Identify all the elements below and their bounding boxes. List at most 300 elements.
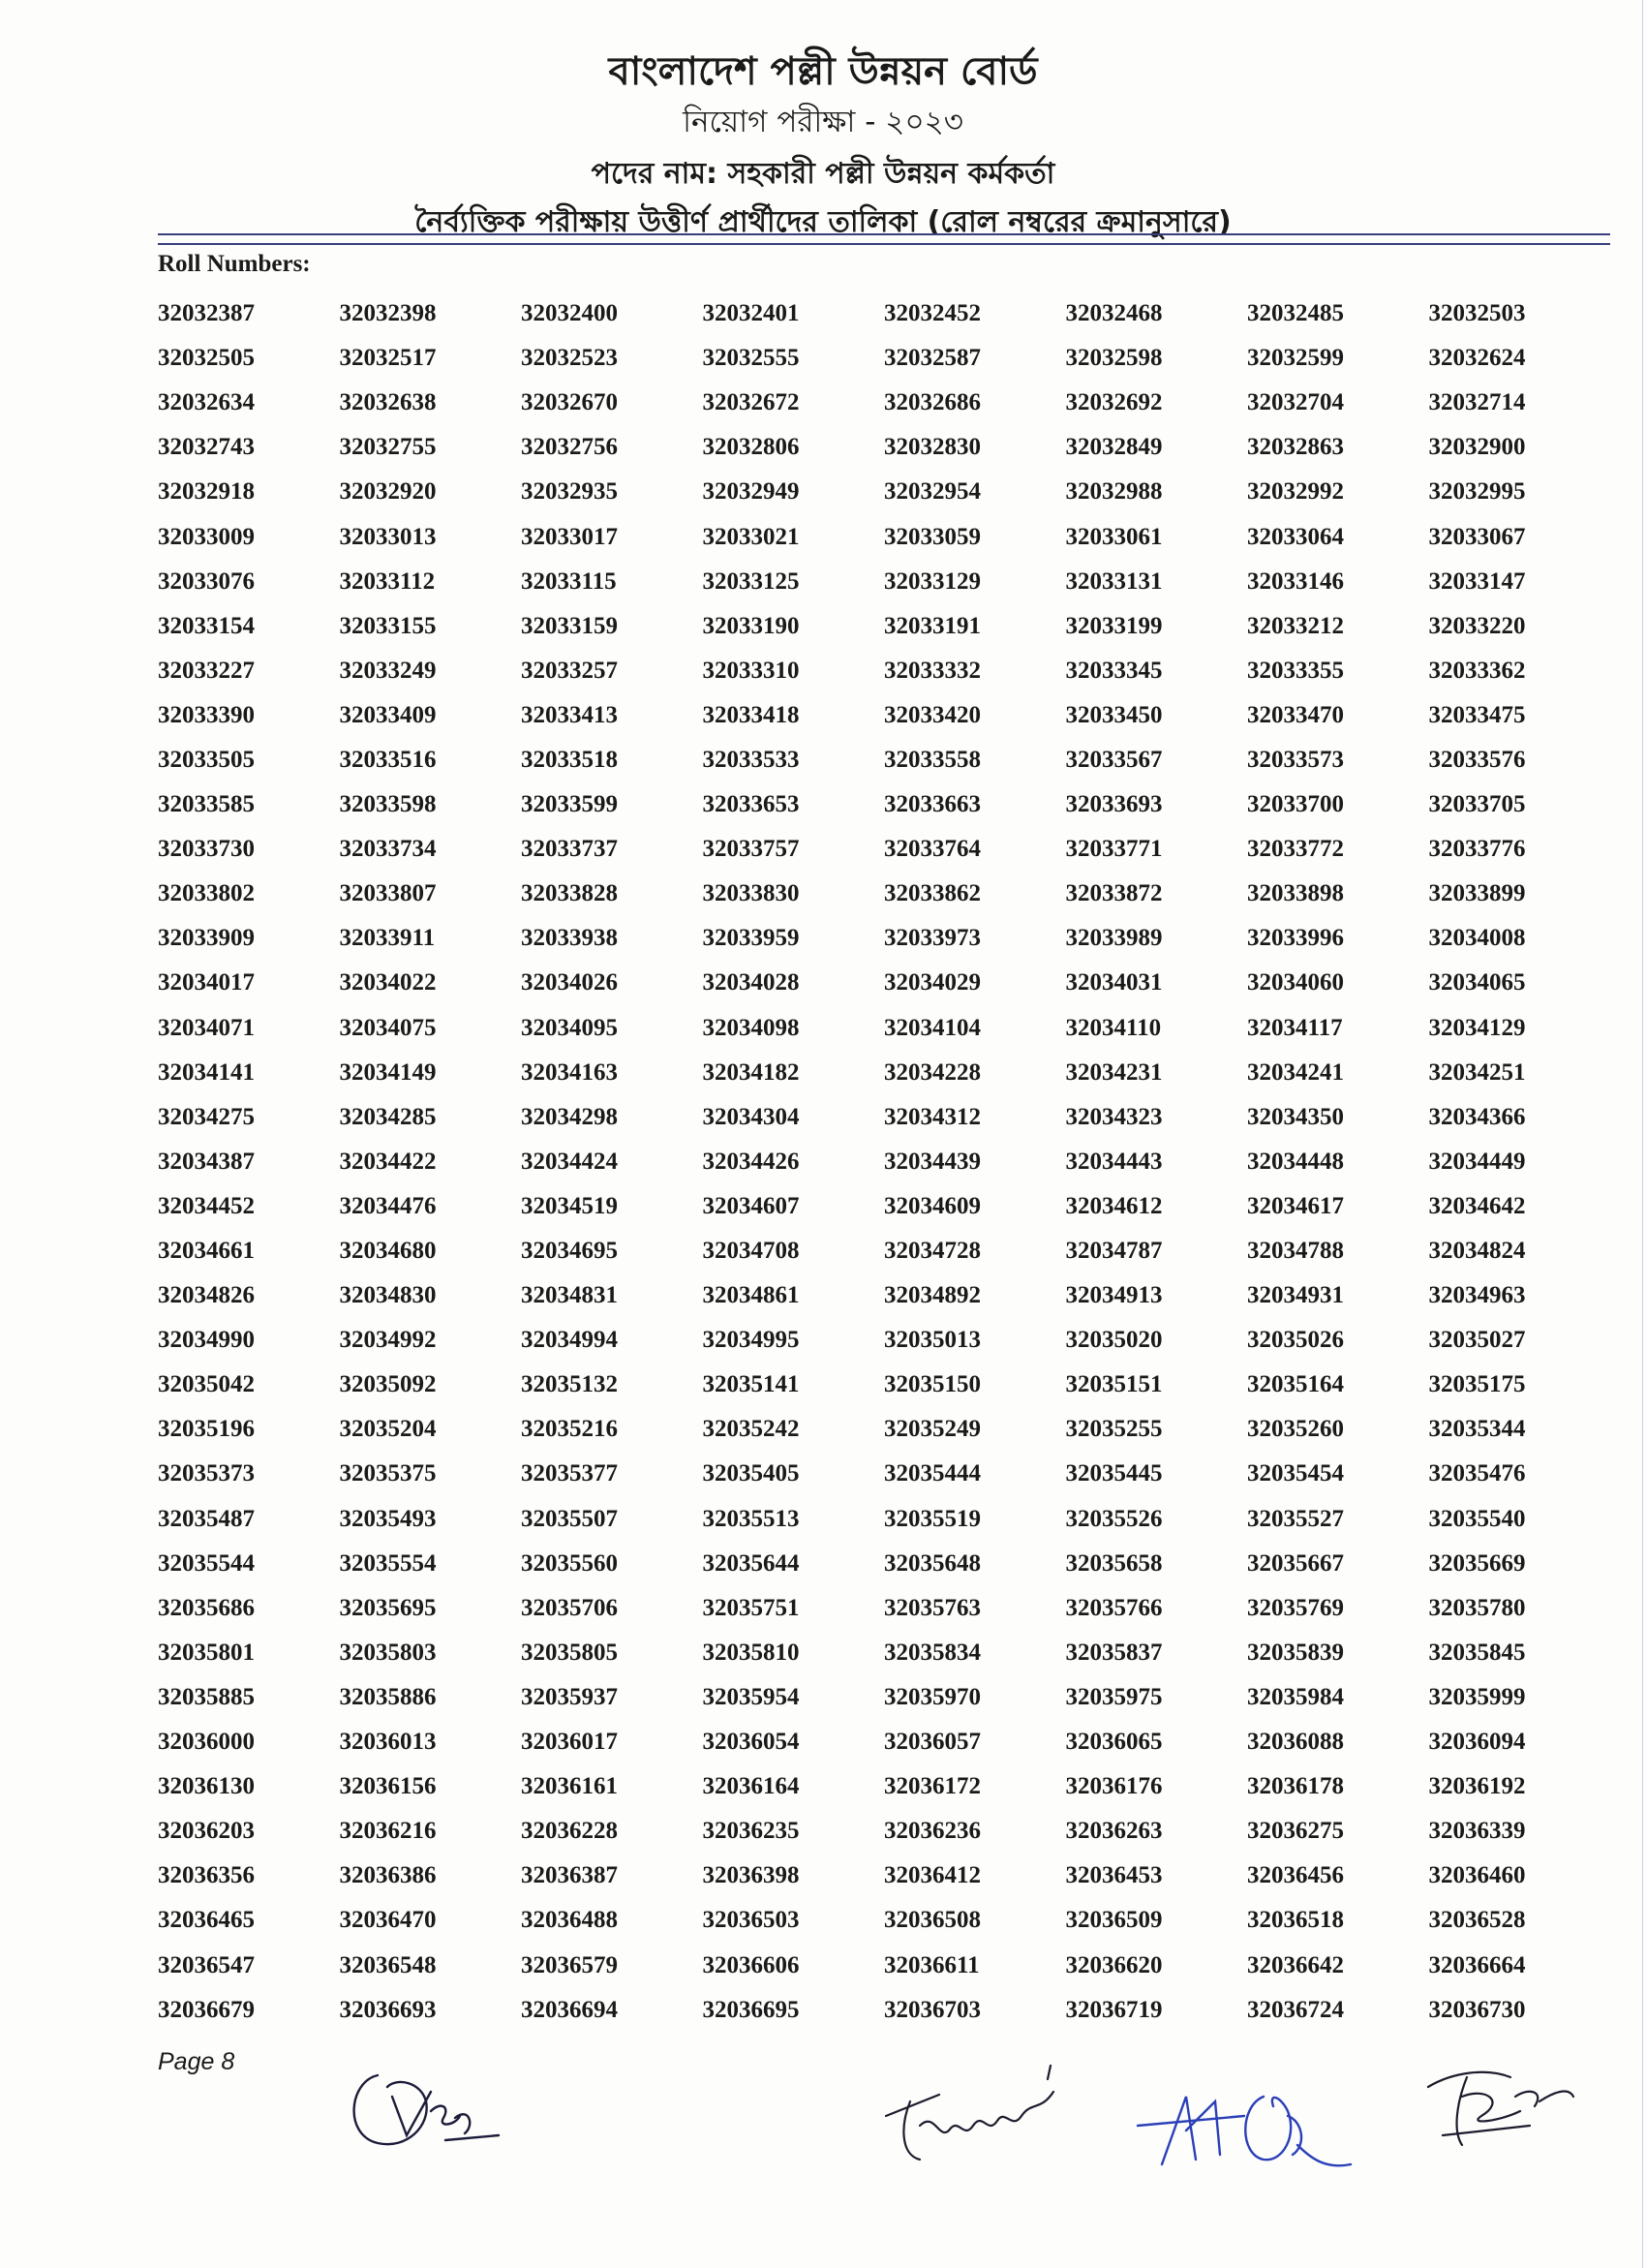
roll-number-cell: 32032849 xyxy=(1065,434,1163,461)
roll-number-cell: 32034992 xyxy=(339,1327,437,1354)
roll-number-cell: 32035487 xyxy=(158,1505,255,1532)
roll-number-cell: 32032995 xyxy=(1428,478,1526,506)
roll-number-cell: 32034117 xyxy=(1247,1014,1343,1041)
roll-number-cell: 32034323 xyxy=(1065,1103,1163,1130)
roll-number-cell: 32036172 xyxy=(884,1773,981,1800)
roll-number-cell: 32034387 xyxy=(158,1148,255,1175)
roll-number-cell: 32032598 xyxy=(1065,345,1163,372)
roll-number-cell: 32035970 xyxy=(884,1683,981,1710)
roll-number-cell: 32034452 xyxy=(158,1192,255,1219)
table-row xyxy=(158,514,1610,559)
roll-number-cell: 32036470 xyxy=(339,1907,437,1934)
roll-number-cell: 32035216 xyxy=(521,1416,618,1443)
roll-number-cell: 32034728 xyxy=(884,1238,981,1265)
roll-number-cell: 32032806 xyxy=(702,434,800,461)
roll-number-cell: 32035845 xyxy=(1428,1639,1526,1666)
roll-number-cell: 32035751 xyxy=(702,1594,800,1621)
roll-number-cell: 32032485 xyxy=(1247,300,1344,327)
roll-number-cell: 32033159 xyxy=(521,612,618,639)
roll-number-cell: 32033938 xyxy=(521,925,618,952)
table-row xyxy=(158,291,1610,336)
table-row xyxy=(158,1675,1610,1720)
roll-number-cell: 32035644 xyxy=(702,1549,800,1577)
roll-number-cell: 32035377 xyxy=(521,1460,618,1487)
roll-number-cell: 32035686 xyxy=(158,1594,255,1621)
roll-number-cell: 32035445 xyxy=(1065,1460,1163,1487)
roll-number-cell: 32036547 xyxy=(158,1951,255,1978)
roll-number-cell: 32036724 xyxy=(1247,1996,1344,2023)
roll-number-cell: 32033996 xyxy=(1247,925,1344,952)
roll-number-cell: 32035695 xyxy=(339,1594,437,1621)
roll-number-cell: 32036017 xyxy=(521,1729,618,1756)
table-row xyxy=(158,961,1610,1005)
table-row xyxy=(158,1988,1610,2033)
roll-number-cell: 32034026 xyxy=(521,969,618,996)
roll-number-cell: 32036465 xyxy=(158,1907,255,1934)
roll-number-cell: 32032587 xyxy=(884,345,981,372)
roll-number-cell: 32032935 xyxy=(521,478,618,506)
table-row xyxy=(158,1497,1610,1542)
roll-number-cell: 32034182 xyxy=(702,1058,800,1086)
table-row xyxy=(158,1140,1610,1184)
roll-number-cell: 32033693 xyxy=(1065,791,1163,818)
table-row xyxy=(158,1809,1610,1854)
roll-number-cell: 32033390 xyxy=(158,701,255,728)
roll-number-cell: 32035260 xyxy=(1247,1416,1344,1443)
roll-number-cell: 32033310 xyxy=(702,657,800,684)
roll-number-cell: 32034022 xyxy=(339,969,437,996)
table-row xyxy=(158,1229,1610,1273)
roll-number-cell: 32033807 xyxy=(339,880,437,907)
roll-number-cell: 32033599 xyxy=(521,791,618,818)
roll-number-cell: 32036548 xyxy=(339,1951,437,1978)
table-row xyxy=(158,649,1610,693)
roll-number-cell: 32032686 xyxy=(884,389,981,416)
roll-number-cell: 32036235 xyxy=(702,1818,800,1845)
roll-number-cell: 32032920 xyxy=(339,478,437,506)
roll-number-cell: 32035954 xyxy=(702,1683,800,1710)
list-title: নৈর্ব্যক্তিক পরীক্ষায় উত্তীর্ণ প্রার্থীদের তালিকা (রোল নম্বরের ক্রমানুসারে) xyxy=(414,205,1232,239)
table-row xyxy=(158,827,1610,872)
roll-number-cell: 32036000 xyxy=(158,1729,255,1756)
roll-number-cell: 32032918 xyxy=(158,478,255,506)
roll-number-cell: 32036088 xyxy=(1247,1729,1344,1756)
roll-number-cell: 32034298 xyxy=(521,1103,618,1130)
roll-number-cell: 32036703 xyxy=(884,1996,981,2023)
roll-number-cell: 32033115 xyxy=(521,567,617,595)
roll-number-cell: 32033959 xyxy=(702,925,800,952)
roll-number-cell: 32035020 xyxy=(1065,1327,1163,1354)
roll-number-cell: 32033257 xyxy=(521,657,618,684)
roll-number-cell: 32036156 xyxy=(339,1773,437,1800)
roll-number-cell: 32035805 xyxy=(521,1639,618,1666)
table-row xyxy=(158,336,1610,381)
roll-number-cell: 32034228 xyxy=(884,1058,981,1086)
table-row xyxy=(158,1006,1610,1051)
roll-number-cell: 32033129 xyxy=(884,567,981,595)
roll-number-cell: 32033191 xyxy=(884,612,981,639)
roll-number-cell: 32034095 xyxy=(521,1014,618,1041)
roll-number-cell: 32032992 xyxy=(1247,478,1344,506)
table-row xyxy=(158,425,1610,470)
roll-number-cell: 32035042 xyxy=(158,1371,255,1398)
roll-number-cell: 32033355 xyxy=(1247,657,1344,684)
roll-number-cell: 32034788 xyxy=(1247,1238,1344,1265)
roll-number-cell: 32035519 xyxy=(884,1505,981,1532)
roll-number-cell: 32033653 xyxy=(702,791,800,818)
roll-number-cell: 32035560 xyxy=(521,1549,618,1577)
roll-number-cell: 32033872 xyxy=(1065,880,1163,907)
roll-number-cell: 32035885 xyxy=(158,1683,255,1710)
roll-number-cell: 32036387 xyxy=(521,1862,618,1889)
roll-number-cell: 32036460 xyxy=(1428,1862,1526,1889)
roll-number-cell: 32036453 xyxy=(1065,1862,1163,1889)
roll-number-cell: 32034422 xyxy=(339,1148,437,1175)
roll-number-cell: 32033131 xyxy=(1065,567,1163,595)
roll-number-cell: 32033598 xyxy=(339,791,437,818)
roll-number-cell: 32034075 xyxy=(339,1014,437,1041)
table-row xyxy=(158,1184,1610,1229)
roll-number-cell: 32033705 xyxy=(1428,791,1526,818)
roll-number-cell: 32033220 xyxy=(1428,612,1526,639)
roll-number-cell: 32033345 xyxy=(1065,657,1163,684)
roll-number-cell: 32034304 xyxy=(702,1103,800,1130)
roll-number-cell: 32033125 xyxy=(702,567,800,595)
roll-number-cell: 32034519 xyxy=(521,1192,618,1219)
roll-number-cell: 32036356 xyxy=(158,1862,255,1889)
roll-number-cell: 32036398 xyxy=(702,1862,800,1889)
roll-number-cell: 32034129 xyxy=(1428,1014,1526,1041)
roll-number-cell: 32036176 xyxy=(1065,1773,1163,1800)
roll-number-cell: 32036013 xyxy=(339,1729,437,1756)
roll-number-cell: 32033576 xyxy=(1428,746,1526,773)
table-row xyxy=(158,738,1610,782)
roll-number-cell: 32033212 xyxy=(1247,612,1344,639)
roll-number-cell: 32035769 xyxy=(1247,1594,1344,1621)
signature-4-icon xyxy=(1414,2058,1578,2155)
roll-number-cell: 32033420 xyxy=(884,701,981,728)
roll-number-cell: 32034110 xyxy=(1065,1014,1162,1041)
roll-number-cell: 32032863 xyxy=(1247,434,1344,461)
roll-number-cell: 32035834 xyxy=(884,1639,981,1666)
roll-number-cell: 32033663 xyxy=(884,791,981,818)
roll-number-cell: 32035839 xyxy=(1247,1639,1344,1666)
roll-number-cell: 32033567 xyxy=(1065,746,1163,773)
roll-numbers-label: Roll Numbers: xyxy=(158,251,311,277)
roll-number-cell: 32032387 xyxy=(158,300,255,327)
roll-number-cell: 32035013 xyxy=(884,1327,981,1354)
roll-number-cell: 32033155 xyxy=(339,612,437,639)
roll-number-cell: 32033505 xyxy=(158,746,255,773)
roll-number-cell: 32034913 xyxy=(1065,1282,1163,1309)
roll-number-cell: 32034071 xyxy=(158,1014,255,1041)
roll-number-cell: 32034017 xyxy=(158,969,255,996)
table-row xyxy=(158,1542,1610,1586)
roll-number-cell: 32035493 xyxy=(339,1505,437,1532)
roll-number-cell: 32033573 xyxy=(1247,746,1344,773)
roll-number-cell: 32032743 xyxy=(158,434,255,461)
roll-number-cell: 32034285 xyxy=(339,1103,437,1130)
table-row xyxy=(158,470,1610,514)
table-row xyxy=(158,1095,1610,1140)
roll-number-cell: 32036620 xyxy=(1065,1951,1163,1978)
roll-number-cell: 32036192 xyxy=(1428,1773,1526,1800)
roll-number-cell: 32032692 xyxy=(1065,389,1163,416)
table-row xyxy=(158,693,1610,738)
exam-title: নিয়োগ পরীক্ষা - ২০২৩ xyxy=(683,105,963,139)
roll-number-cell: 32033154 xyxy=(158,612,255,639)
signature-1-icon xyxy=(339,2058,513,2164)
roll-number-cell: 32033533 xyxy=(702,746,800,773)
table-row xyxy=(158,604,1610,649)
roll-number-cell: 32036057 xyxy=(884,1729,981,1756)
roll-number-cell: 32036161 xyxy=(521,1773,618,1800)
roll-number-cell: 32034312 xyxy=(884,1103,981,1130)
roll-number-cell: 32033470 xyxy=(1247,701,1344,728)
roll-number-cell: 32035984 xyxy=(1247,1683,1344,1710)
roll-number-cell: 32034426 xyxy=(702,1148,800,1175)
roll-number-cell: 32035476 xyxy=(1428,1460,1526,1487)
roll-number-cell: 32034008 xyxy=(1428,925,1526,952)
roll-number-cell: 32033413 xyxy=(521,701,618,728)
roll-number-cell: 32035780 xyxy=(1428,1594,1526,1621)
post-name: পদের নাম: সহকারী পল্লী উন্নয়ন কর্মকর্তা xyxy=(591,157,1055,191)
roll-number-cell: 32033730 xyxy=(158,836,255,863)
roll-number-cell: 32036228 xyxy=(521,1818,618,1845)
roll-number-cell: 32036054 xyxy=(702,1729,800,1756)
roll-number-cell: 32034826 xyxy=(158,1282,255,1309)
roll-number-cell: 32035204 xyxy=(339,1416,437,1443)
roll-number-cell: 32035513 xyxy=(702,1505,800,1532)
roll-number-cell: 32034031 xyxy=(1065,969,1163,996)
roll-number-cell: 32033418 xyxy=(702,701,800,728)
roll-number-cell: 32033828 xyxy=(521,880,618,907)
page-number: Page 8 xyxy=(158,2048,235,2075)
roll-number-cell: 32034443 xyxy=(1065,1148,1163,1175)
roll-number-cell: 32035151 xyxy=(1065,1371,1163,1398)
roll-number-cell: 32033734 xyxy=(339,836,437,863)
roll-number-cell: 32035763 xyxy=(884,1594,981,1621)
roll-number-cell: 32032400 xyxy=(521,300,618,327)
roll-number-cell: 32036456 xyxy=(1247,1862,1344,1889)
roll-number-cell: 32034931 xyxy=(1247,1282,1344,1309)
roll-number-cell: 32036216 xyxy=(339,1818,437,1845)
table-row xyxy=(158,381,1610,425)
roll-number-cell: 32033059 xyxy=(884,523,981,550)
roll-number-cell: 32033764 xyxy=(884,836,981,863)
roll-number-cell: 32035648 xyxy=(884,1549,981,1577)
roll-number-cell: 32032638 xyxy=(339,389,437,416)
roll-number-cell: 32033146 xyxy=(1247,567,1344,595)
roll-number-cell: 32035164 xyxy=(1247,1371,1344,1398)
roll-number-cell: 32034424 xyxy=(521,1148,618,1175)
roll-number-cell: 32034366 xyxy=(1428,1103,1526,1130)
roll-number-cell: 32033227 xyxy=(158,657,255,684)
roll-number-cell: 32035886 xyxy=(339,1683,437,1710)
table-row xyxy=(158,1764,1610,1809)
roll-number-cell: 32034060 xyxy=(1247,969,1344,996)
signature-2-icon xyxy=(881,2058,1065,2174)
roll-number-cell: 32032988 xyxy=(1065,478,1163,506)
roll-number-cell: 32033737 xyxy=(521,836,618,863)
table-row xyxy=(158,782,1610,827)
roll-number-cell: 32035667 xyxy=(1247,1549,1344,1577)
roll-number-cell: 32034680 xyxy=(339,1238,437,1265)
roll-number-cell: 32034831 xyxy=(521,1282,618,1309)
roll-number-cell: 32033700 xyxy=(1247,791,1344,818)
roll-number-cell: 32035669 xyxy=(1428,1549,1526,1577)
roll-number-cell: 32034098 xyxy=(702,1014,800,1041)
page-header xyxy=(0,39,1646,244)
roll-number-cell: 32035544 xyxy=(158,1549,255,1577)
roll-number-cell: 32035444 xyxy=(884,1460,981,1487)
roll-number-cell: 32032599 xyxy=(1247,345,1344,372)
roll-number-cell: 32033518 xyxy=(521,746,618,773)
roll-number-cell: 32034617 xyxy=(1247,1192,1344,1219)
table-row xyxy=(158,1586,1610,1631)
roll-number-cell: 32033830 xyxy=(702,880,800,907)
roll-number-cell: 32033776 xyxy=(1428,836,1526,863)
roll-number-cell: 32036412 xyxy=(884,1862,981,1889)
roll-number-cell: 32036236 xyxy=(884,1818,981,1845)
roll-number-cell: 32036203 xyxy=(158,1818,255,1845)
roll-number-cell: 32035658 xyxy=(1065,1549,1163,1577)
roll-number-cell: 32034612 xyxy=(1065,1192,1163,1219)
roll-number-cell: 32032714 xyxy=(1428,389,1526,416)
roll-number-cell: 32033199 xyxy=(1065,612,1163,639)
roll-number-cell: 32034642 xyxy=(1428,1192,1526,1219)
roll-number-cell: 32033067 xyxy=(1428,523,1526,550)
roll-number-cell: 32033771 xyxy=(1065,836,1163,863)
roll-number-cell: 32032755 xyxy=(339,434,437,461)
roll-number-cell: 32033021 xyxy=(702,523,800,550)
roll-number-cell: 32035027 xyxy=(1428,1327,1526,1354)
roll-number-cell: 32033585 xyxy=(158,791,255,818)
roll-number-cell: 32035766 xyxy=(1065,1594,1163,1621)
table-row xyxy=(158,1452,1610,1496)
table-row xyxy=(158,1318,1610,1363)
roll-number-cell: 32035344 xyxy=(1428,1416,1526,1443)
roll-number-cell: 32033898 xyxy=(1247,880,1344,907)
roll-number-cell: 32033757 xyxy=(702,836,800,863)
roll-number-cell: 32035375 xyxy=(339,1460,437,1487)
signature-3-icon xyxy=(1128,2077,1380,2184)
roll-number-cell: 32033802 xyxy=(158,880,255,907)
roll-number-cell: 32032624 xyxy=(1428,345,1526,372)
roll-number-cell: 32034449 xyxy=(1428,1148,1526,1175)
roll-number-cell: 32036693 xyxy=(339,1996,437,2023)
roll-number-cell: 32033190 xyxy=(702,612,800,639)
roll-number-cell: 32034241 xyxy=(1247,1058,1344,1086)
roll-number-cell: 32032555 xyxy=(702,345,800,372)
roll-number-cell: 32032503 xyxy=(1428,300,1526,327)
roll-number-cell: 32035837 xyxy=(1065,1639,1163,1666)
roll-number-cell: 32034892 xyxy=(884,1282,981,1309)
roll-number-cell: 32034231 xyxy=(1065,1058,1163,1086)
roll-number-cell: 32036695 xyxy=(702,1996,800,2023)
roll-number-cell: 32036488 xyxy=(521,1907,618,1934)
roll-number-cell: 32033973 xyxy=(884,925,981,952)
table-row xyxy=(158,1854,1610,1898)
roll-number-cell: 32036508 xyxy=(884,1907,981,1934)
roll-number-cell: 32033450 xyxy=(1065,701,1163,728)
roll-number-cell: 32035405 xyxy=(702,1460,800,1487)
roll-number-cell: 32035527 xyxy=(1247,1505,1344,1532)
table-row xyxy=(158,1631,1610,1675)
roll-number-cell: 32036509 xyxy=(1065,1907,1163,1934)
table-row xyxy=(158,872,1610,916)
header-divider-top xyxy=(158,233,1610,235)
roll-number-cell: 32036065 xyxy=(1065,1729,1163,1756)
roll-number-cell: 32034065 xyxy=(1428,969,1526,996)
roll-number-cell: 32033911 xyxy=(339,925,436,952)
roll-number-cell: 32034963 xyxy=(1428,1282,1526,1309)
roll-number-cell: 32036719 xyxy=(1065,1996,1163,2023)
roll-number-cell: 32033475 xyxy=(1428,701,1526,728)
roll-number-cell: 32034695 xyxy=(521,1238,618,1265)
roll-number-cell: 32033112 xyxy=(339,567,436,595)
roll-number-cell: 32035810 xyxy=(702,1639,800,1666)
roll-number-cell: 32035175 xyxy=(1428,1371,1526,1398)
roll-number-cell: 32033064 xyxy=(1247,523,1344,550)
header-divider-bottom xyxy=(158,243,1610,245)
roll-number-cell: 32034661 xyxy=(158,1238,255,1265)
roll-number-cell: 32035141 xyxy=(702,1371,800,1398)
roll-number-cell: 32034824 xyxy=(1428,1238,1526,1265)
roll-number-cell: 32035507 xyxy=(521,1505,618,1532)
roll-number-cell: 32035150 xyxy=(884,1371,981,1398)
roll-number-cell: 32036130 xyxy=(158,1773,255,1800)
roll-number-cell: 32035242 xyxy=(702,1416,800,1443)
roll-number-cell: 32032401 xyxy=(702,300,800,327)
roll-number-cell: 32035801 xyxy=(158,1639,255,1666)
roll-number-cell: 32033362 xyxy=(1428,657,1526,684)
roll-number-cell: 32035373 xyxy=(158,1460,255,1487)
roll-number-cell: 32034149 xyxy=(339,1058,437,1086)
roll-number-cell: 32034990 xyxy=(158,1327,255,1354)
roll-number-cell: 32033332 xyxy=(884,657,981,684)
roll-number-cell: 32033558 xyxy=(884,746,981,773)
roll-number-cell: 32032830 xyxy=(884,434,981,461)
roll-number-cell: 32032468 xyxy=(1065,300,1163,327)
roll-number-cell: 32033249 xyxy=(339,657,437,684)
table-row xyxy=(158,560,1610,604)
roll-number-cell: 32036694 xyxy=(521,1996,618,2023)
page-edge xyxy=(1642,0,1643,2268)
roll-number-cell: 32034275 xyxy=(158,1103,255,1130)
roll-number-cell: 32036386 xyxy=(339,1862,437,1889)
roll-number-cell: 32034861 xyxy=(702,1282,800,1309)
roll-number-cell: 32034476 xyxy=(339,1192,437,1219)
roll-number-cell: 32034830 xyxy=(339,1282,437,1309)
roll-number-cell: 32034163 xyxy=(521,1058,618,1086)
roll-number-cell: 32033989 xyxy=(1065,925,1163,952)
roll-number-cell: 32034251 xyxy=(1428,1058,1526,1086)
roll-number-cell: 32033909 xyxy=(158,925,255,952)
roll-number-cell: 32036275 xyxy=(1247,1818,1344,1845)
roll-number-cell: 32032672 xyxy=(702,389,800,416)
roll-number-cell: 32034787 xyxy=(1065,1238,1163,1265)
roll-number-cell: 32036642 xyxy=(1247,1951,1344,1978)
roll-number-cell: 32036664 xyxy=(1428,1951,1526,1978)
roll-number-cell: 32036518 xyxy=(1247,1907,1344,1934)
roll-number-cell: 32036263 xyxy=(1065,1818,1163,1845)
roll-number-cell: 32032517 xyxy=(339,345,437,372)
roll-number-cell: 32034609 xyxy=(884,1192,981,1219)
roll-number-cell: 32034028 xyxy=(702,969,800,996)
organization-title: বাংলাদেশ পল্লী উন্নয়ন বোর্ড xyxy=(608,49,1038,94)
roll-number-cell: 32035249 xyxy=(884,1416,981,1443)
